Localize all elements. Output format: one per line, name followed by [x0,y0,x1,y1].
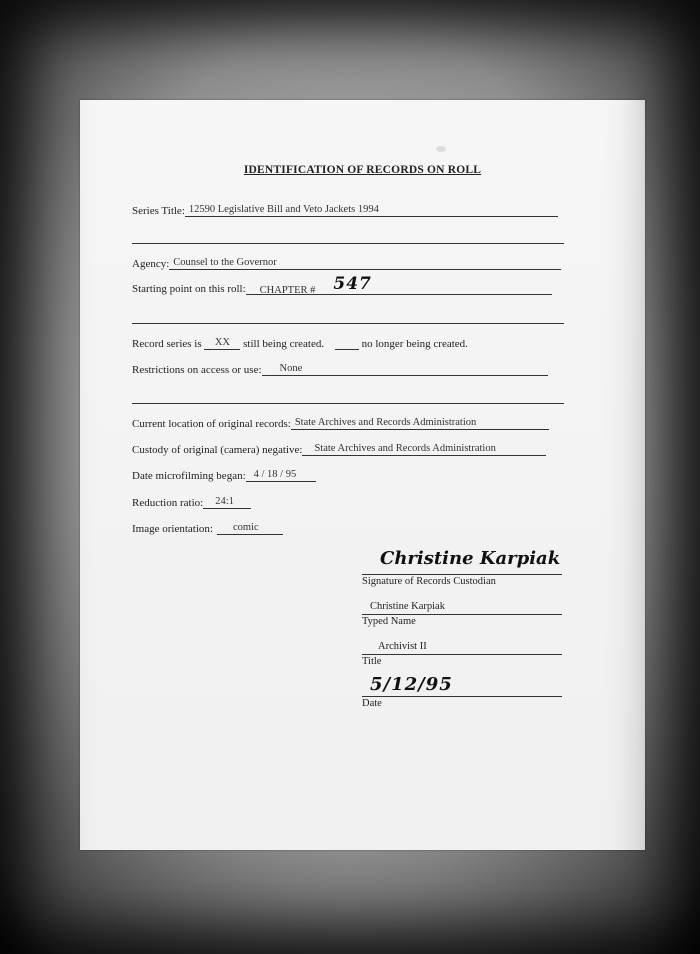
form-heading: IDENTIFICATION OF RECORDS ON ROLL [243,164,482,176]
starting-point-field [246,274,552,296]
series-title-value: 12590 Legislative Bill and Veto Jackets 1994 [185,203,558,217]
date-line [362,674,562,697]
no-longer-created-mark [335,336,359,350]
custody-label: Custody of original (camera) negative: [132,444,303,456]
agency-label: Agency: [132,258,170,270]
agency-row [132,256,561,272]
series-title-continuation-line [132,243,564,244]
location-row [132,416,549,432]
still-being-created-label: still being created. [243,338,325,350]
record-series-row [132,336,468,352]
series-title-row [132,203,558,219]
restrictions-continuation-line [132,403,564,404]
signature-caption: Signature of Records Custodian [362,576,496,587]
title-value: Archivist II [362,640,562,655]
signed-date-handwritten: 5/12/95 [370,674,453,695]
restrictions-value: None [262,362,548,376]
date-began-label: Date microfilming began: [132,470,246,482]
title-caption: Title [362,656,382,667]
location-label: Current location of original records: [132,418,291,430]
no-longer-created-label: no longer being created. [361,338,468,350]
date-block [362,674,562,710]
starting-point-handwritten: 547 [333,274,372,294]
reduction-row [132,495,251,511]
reduction-value: 24:1 [203,495,251,509]
restrictions-label: Restrictions on access or use: [132,364,262,376]
title-block [362,640,562,668]
film-speck [436,146,446,152]
date-began-value: 4 / 18 / 95 [246,468,316,482]
agency-value: Counsel to the Governor [169,256,561,270]
custodian-signature: Christine Karpiak [380,548,561,569]
typed-name-caption: Typed Name [362,616,416,627]
signature-line [362,548,562,575]
starting-point-value: CHAPTER # [259,285,316,296]
restrictions-row [132,362,548,378]
still-being-created-mark: XX [204,336,240,350]
starting-point-continuation-line [132,323,564,324]
custody-value: State Archives and Records Administration [302,442,546,456]
series-title-label: Series Title: [132,205,185,217]
record-series-label: Record series is [132,338,202,350]
reduction-label: Reduction ratio: [132,497,204,509]
record-form-sheet [80,100,645,850]
starting-point-row [132,274,552,301]
orientation-value: comic [217,521,283,535]
orientation-row [132,521,283,537]
date-began-row [132,468,316,484]
signature-block [362,548,562,588]
orientation-label: Image orientation: [132,523,213,535]
date-caption: Date [362,698,382,709]
custody-row [132,442,546,458]
starting-point-label: Starting point on this roll: [132,283,246,295]
typed-name-value: Christine Karpiak [362,600,562,615]
location-value: State Archives and Records Administration [291,416,549,430]
typed-name-block [362,600,562,628]
